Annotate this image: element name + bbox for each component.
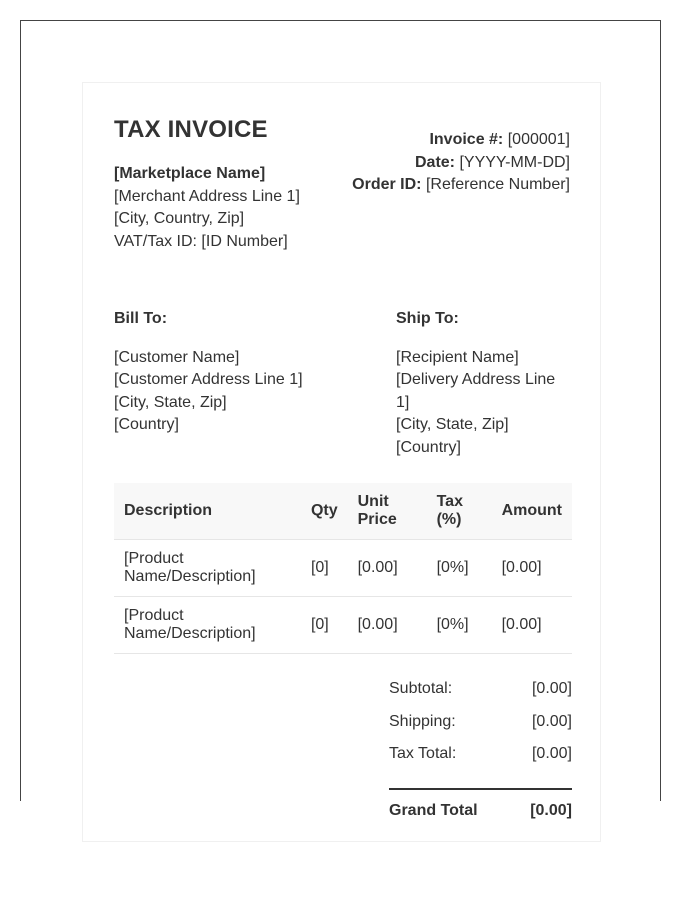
- row-qty: [0]: [301, 597, 348, 654]
- invoice-number-label: Invoice #:: [429, 131, 504, 148]
- row-unit-price: [0.00]: [348, 597, 427, 654]
- seller-vat: VAT/Tax ID: [ID Number]: [114, 232, 288, 250]
- bill-to-city: [City, State, Zip]: [114, 393, 227, 411]
- seller-city: [City, Country, Zip]: [114, 210, 245, 227]
- table-header-row: [114, 483, 572, 540]
- shipping-value: [0.00]: [531, 712, 572, 730]
- invoice-content: [114, 83, 570, 841]
- bill-to-address: [Customer Address Line 1]: [114, 371, 303, 388]
- document-frame: [20, 20, 661, 819]
- header-description: Description: [114, 483, 301, 540]
- grand-total-row: [389, 788, 572, 820]
- invoice-date: [352, 152, 570, 175]
- shipping-row: [389, 711, 572, 744]
- header-qty: Qty: [301, 483, 348, 540]
- order-id-label: Order ID:: [352, 176, 422, 193]
- row-amount: [0.00]: [492, 540, 572, 597]
- row-unit-price: [0.00]: [348, 540, 427, 597]
- row-description: [Product Name/Description]: [114, 540, 301, 597]
- row-description: [Product Name/Description]: [114, 597, 301, 654]
- invoice-date-label: Date:: [415, 153, 456, 171]
- grand-total-value: [0.00]: [530, 801, 572, 819]
- header-unit-price: Unit Price: [348, 483, 427, 540]
- tax-total-label: Tax Total:: [389, 745, 457, 762]
- seller-address: [Merchant Address Line 1]: [114, 187, 300, 205]
- table-row: [114, 540, 572, 597]
- tax-total-row: [389, 743, 572, 776]
- ship-to-country: [Country]: [396, 438, 461, 456]
- invoice-paper: [82, 82, 601, 842]
- ship-to-name: [Recipient Name]: [396, 348, 519, 366]
- order-id-value: [Reference Number]: [425, 176, 570, 193]
- header-tax: Tax (%): [427, 483, 492, 540]
- order-id: [352, 174, 570, 197]
- row-amount: [0.00]: [492, 597, 572, 654]
- bill-to-name: [Customer Name]: [114, 348, 240, 366]
- table-row: [114, 597, 572, 654]
- bill-to-country: [Country]: [114, 416, 179, 433]
- row-qty: [0]: [301, 540, 348, 597]
- subtotal-value: [0.00]: [531, 680, 572, 697]
- subtotal-row: [389, 678, 572, 711]
- grand-total-label: Grand Total: [389, 801, 478, 819]
- invoice-title: TAX INVOICE: [114, 116, 268, 143]
- invoice-date-value: [YYYY-MM-DD]: [459, 153, 570, 171]
- ship-to-address: [Delivery Address Line 1]: [396, 371, 556, 411]
- invoice-number-value: [000001]: [507, 131, 570, 148]
- line-items-table: [114, 483, 572, 654]
- seller-name: [Marketplace Name]: [114, 165, 266, 182]
- bill-to-heading: Bill To:: [114, 310, 168, 327]
- header-amount: Amount: [492, 483, 572, 540]
- row-tax: [0%]: [427, 597, 492, 654]
- seller-info: [114, 163, 300, 253]
- row-tax: [0%]: [427, 540, 492, 597]
- ship-to-heading: Ship To:: [396, 310, 459, 327]
- invoice-number: [352, 129, 570, 152]
- subtotal-label: Subtotal:: [389, 680, 453, 697]
- invoice-meta: [352, 129, 570, 197]
- totals-section: [389, 678, 572, 820]
- ship-to-city: [City, State, Zip]: [396, 416, 509, 433]
- tax-total-value: [0.00]: [531, 745, 572, 762]
- bill-to-section: [114, 308, 303, 437]
- shipping-label: Shipping:: [389, 712, 456, 730]
- ship-to-section: [396, 308, 570, 459]
